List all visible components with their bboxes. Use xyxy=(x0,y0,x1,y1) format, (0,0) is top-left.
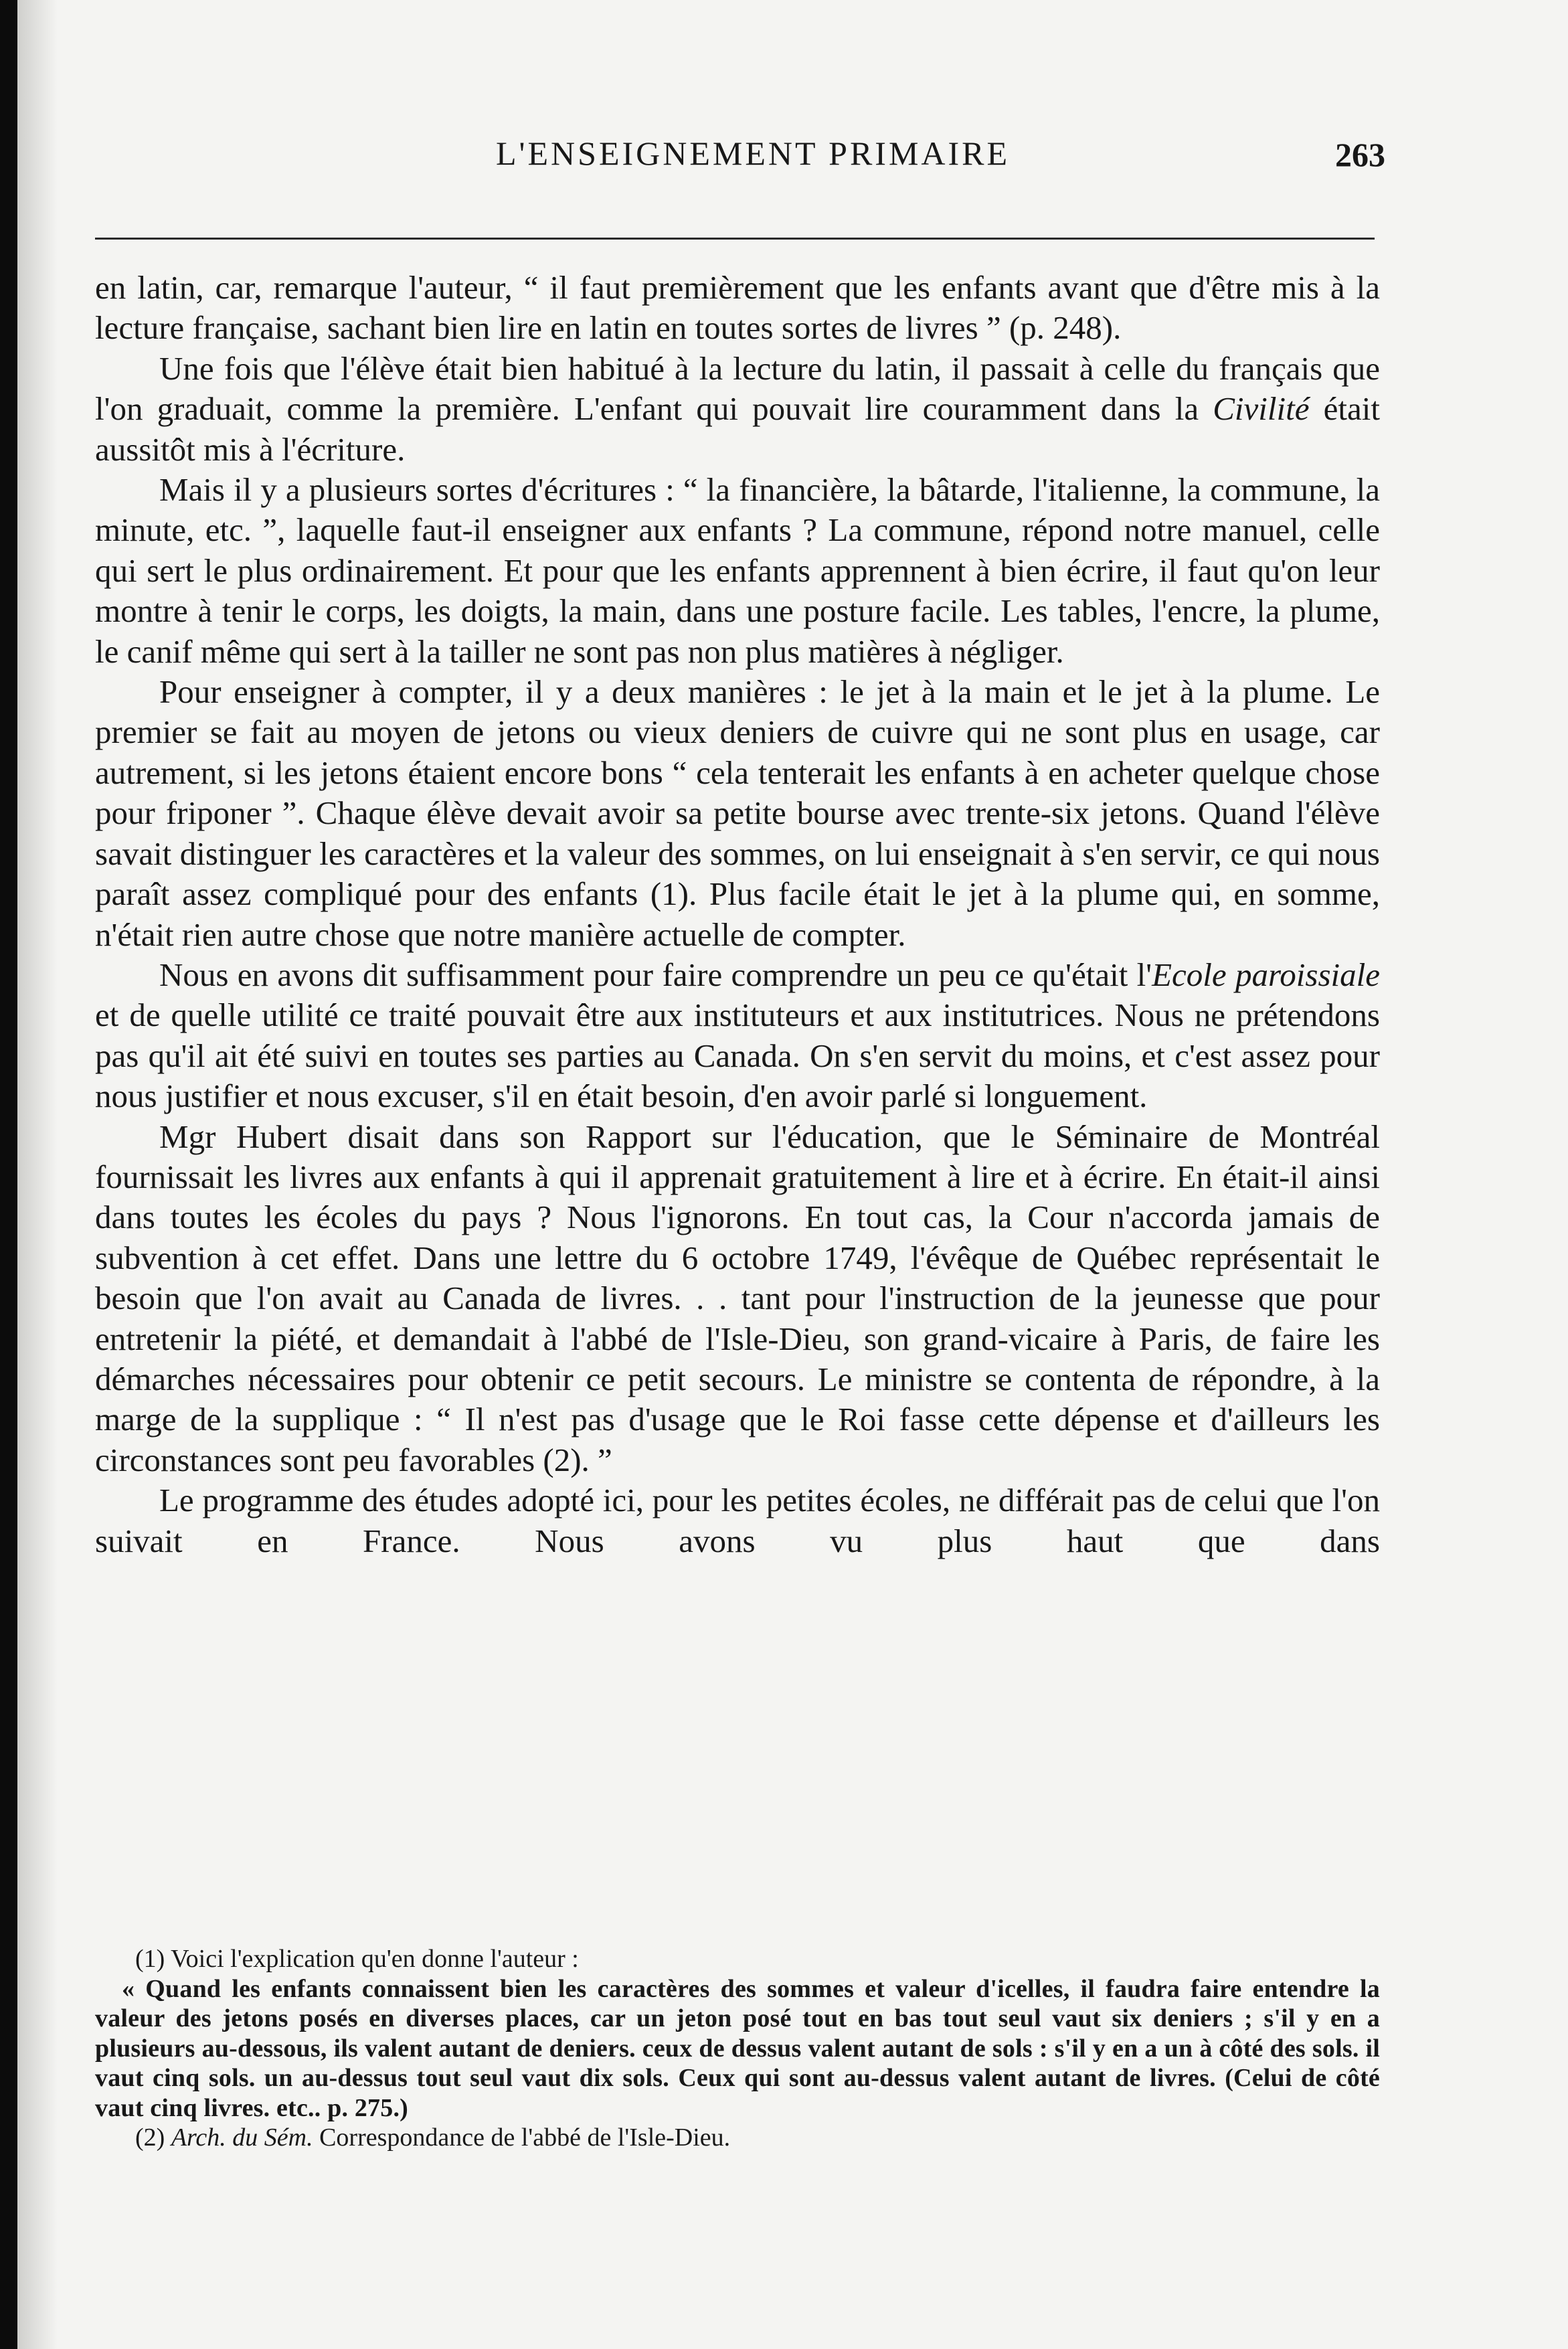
paragraph-7: Le programme des études adopté ici, pour les petites écoles, ne différait pas de celui que l'on suivait en France. Nous avons vu plus haut que dans xyxy=(95,1482,1380,1559)
paragraph-6: Mgr Hubert disait dans son Rapport sur l'éducation, que le Séminaire de Montréal fournissait les livres aux enfants à qui il apprenait gratuitement à lire et à écrire. En était-il ainsi dans toutes les écoles du pays ? Nous l'ignorons. En tout cas, la Cour n'accorda jamais de subvention à cet effet. Dans une lettre du 6 octobre 1749, l'évêque de Québec représentait le besoin que l'on avait au Canada de livres. . . tant pour l'instruction de la jeunesse que pour entretenir la piété, et demandait à l'abbé de l'Isle-Dieu, son grand-vicaire à Paris, de faire les démarches nécessaires pour obtenir ce petit secours. Le ministre se contenta de répondre, à la marge de la supplique : “ Il n'est pas d'usage que le Roi fasse cette dépense et d'ailleurs les circonstances sont peu favorables (2). ” xyxy=(95,1118,1380,1478)
paragraph-2-text-a: Une fois que l'élève était bien habitué à la lecture du latin, il passait à celle du français que l'on graduait, comme la première. L'enfant qui pouvait lire couramment dans la xyxy=(95,349,1380,428)
paragraph-2-italic: Civilité xyxy=(1213,390,1310,428)
paragraph-1: en latin, car, remarque l'auteur, “ il faut premièrement que les enfants avant que d'être mis à la lecture française, sachant bien lire en latin en toutes sortes de livres ” (p. 248). xyxy=(95,269,1380,347)
paragraph-5-italic: Ecole paroissiale xyxy=(1152,956,1380,993)
footnote-2-number: (2) xyxy=(135,2123,171,2152)
paragraph-2-text-b: était aussitôt mis à l'écriture. xyxy=(95,390,1380,468)
footnote-2-text: Correspondance de l'abbé de l'Isle-Dieu. xyxy=(313,2123,731,2152)
running-head xyxy=(94,134,1385,181)
paragraph-5-text-b: et de quelle utilité ce traité pouvait être aux instituteurs et aux institutrices. Nous ne prétendons pas qu'il ait été suivi en toutes ses parties au Canada. On s'en servit du moins, et c'est assez pour nous justifier et nous excuser, s'il en était besoin, d'en avoir parlé si longuement. xyxy=(95,996,1380,1115)
paragraph-5 xyxy=(95,955,1380,1117)
footnotes xyxy=(95,1944,1380,2153)
footnote-1-head: (1) Voici l'explication qu'en donne l'auteur : xyxy=(135,1945,579,1973)
footnote-2-italic: Arch. du Sém. xyxy=(171,2123,313,2152)
paragraph-5-text-a: Nous en avons dit suffisamment pour faire comprendre un peu ce qu'était l' xyxy=(159,956,1152,993)
footnote-2 xyxy=(95,2123,1380,2153)
paragraph-4: Pour enseigner à compter, il y a deux manières : le jet à la main et le jet à la plume. Le premier se fait au moyen de jetons ou vieux deniers de cuivre qui ne sont plus en usage, car autrement, si les jetons étaient encore bons “ cela tenterait les enfants à en acheter quelque chose pour friponer ”. Chaque élève devait avoir sa petite bourse avec trente-six jetons. Quand l'élève savait distinguer les caractères et la valeur des sommes, on lui enseignait à s'en servir, ce qui nous paraît assez compliqué pour des enfants (1). Plus facile était le jet à la plume qui, en somme, n'était rien autre chose que notre manière actuelle de compter. xyxy=(95,673,1380,953)
body-text xyxy=(95,268,1380,1561)
header-rule xyxy=(95,238,1375,240)
footnote-1-quote: « Quand les enfants connaissent bien les caractères des sommes et valeur d'icelles, il faudra faire entendre la valeur des jetons posés en diverses places, car un jeton posé tout en bas tout seul vaut six deniers ; s'il y en a plusieurs au-dessous, ils valent autant de deniers. ceux de dessus valent autant de sols : s'il y en a un à côté des sols. il vaut cinq sols. un au-dessus tout seul vaut dix sols. Ceux qui sont au-dessus valent autant de livres. (Celui de côté vaut cinq livres. etc.. p. 275.) xyxy=(95,1974,1380,2122)
paragraph-2 xyxy=(95,349,1380,470)
paragraph-3: Mais il y a plusieurs sortes d'écritures : “ la financière, la bâtarde, l'italienne, la commune, la minute, etc. ”, laquelle faut-il enseigner aux enfants ? La commune, répond notre manuel, celle qui sert le plus ordinairement. Et pour que les enfants apprennent à bien écrire, il faut qu'on leur montre à tenir le corps, les doigts, la main, dans une posture facile. Les tables, l'encre, la plume, le canif même qui sert à la tailler ne sont pas non plus matières à négliger. xyxy=(95,471,1380,670)
running-title: L'ENSEIGNEMENT PRIMAIRE xyxy=(495,135,1011,172)
page-number: 263 xyxy=(1335,136,1385,173)
